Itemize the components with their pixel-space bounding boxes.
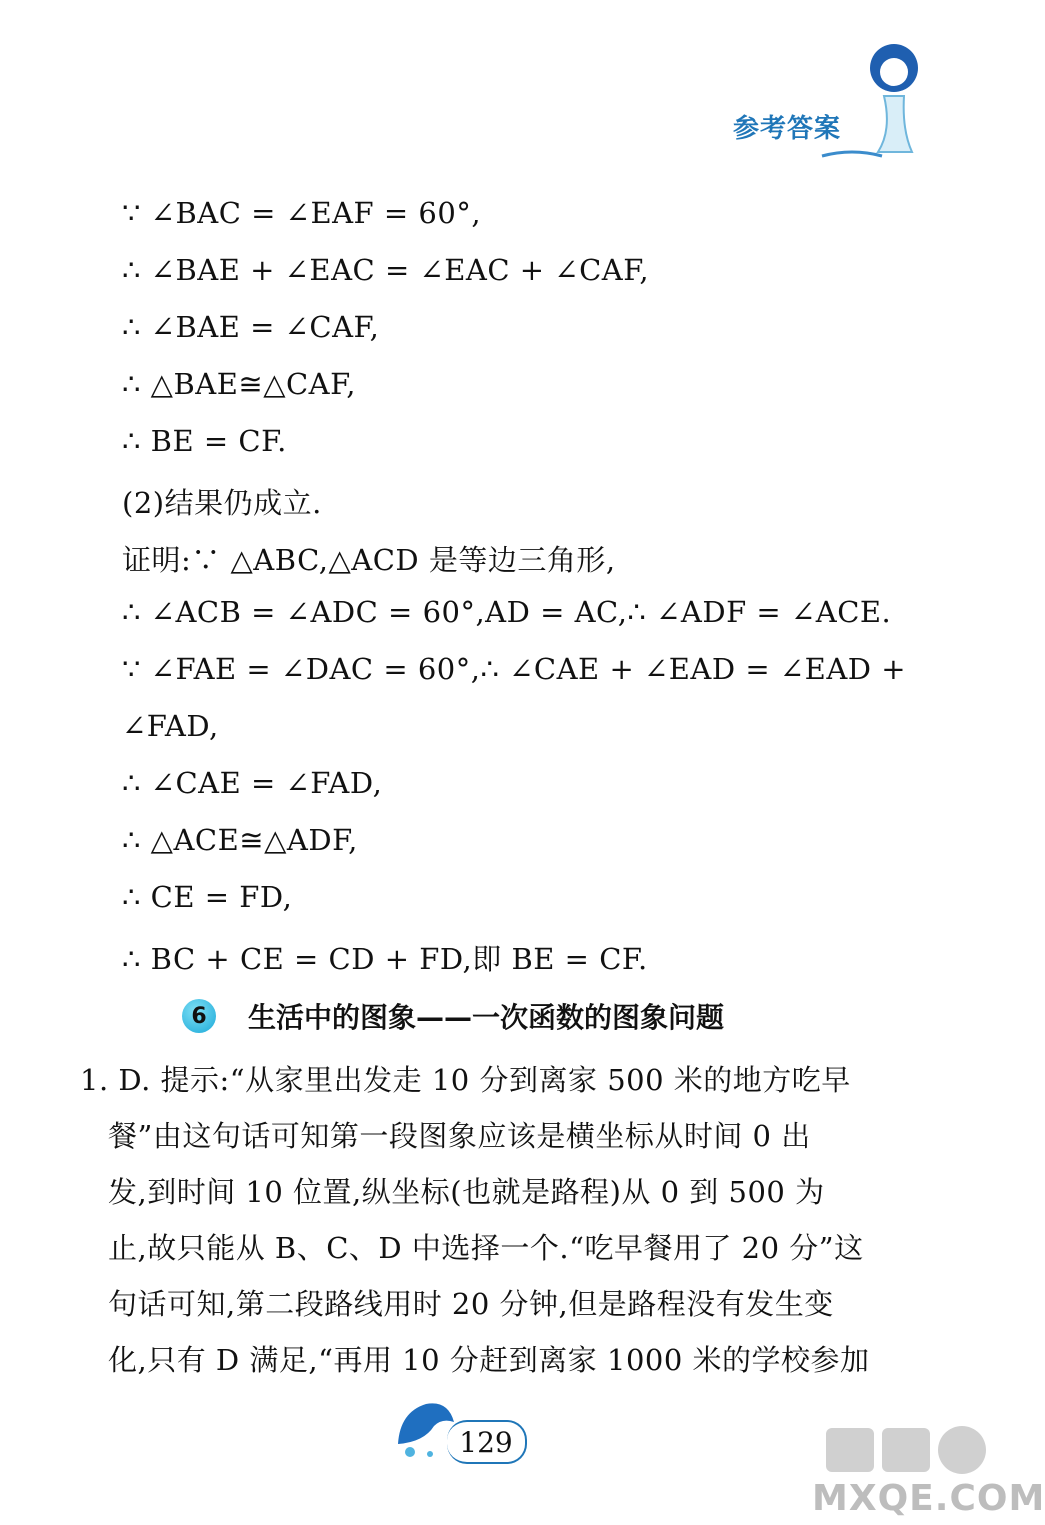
answer-line: 1. D. 提示:“从家里出发走 10 分到离家 500 米的地方吃早 xyxy=(80,1063,851,1097)
proof-line: ∴ CE = FD, xyxy=(122,880,293,914)
proof-line: ∴ ∠BAE + ∠EAC = ∠EAC + ∠CAF, xyxy=(122,253,650,287)
proof-line: (2)结果仍成立. xyxy=(122,486,322,520)
answer-line: 句话可知,第二段路线用时 20 分钟,但是路程没有发生变 xyxy=(108,1287,834,1321)
answer-line: 化,只有 D 满足,“再用 10 分赶到离家 1000 米的学校参加 xyxy=(108,1343,870,1377)
section-heading xyxy=(182,996,724,1036)
page-number: 129 xyxy=(447,1420,527,1464)
proof-line: ∴ BC + CE = CD + FD,即 BE = CF. xyxy=(122,942,648,976)
proof-line: ∵ ∠BAC = ∠EAF = 60°, xyxy=(122,196,482,230)
answer-line: 餐”由这句话可知第一段图象应该是横坐标从时间 0 出 xyxy=(108,1119,811,1153)
proof-line: ∴ BE = CF. xyxy=(122,424,287,458)
section-number-badge: 6 xyxy=(182,999,216,1033)
proof-line: ∠FAD, xyxy=(122,709,219,743)
proof-line: ∴ △ACE≅△ADF, xyxy=(122,823,358,857)
proof-line: ∵ ∠FAE = ∠DAC = 60°,∴ ∠CAE + ∠EAD = ∠EAD + xyxy=(122,652,907,686)
header-label: 参考答案 xyxy=(733,114,842,144)
proof-line: ∴ ∠CAE = ∠FAD, xyxy=(122,766,383,800)
answer-line: 发,到时间 10 位置,纵坐标(也就是路程)从 0 到 500 为 xyxy=(108,1175,825,1209)
header-girl-illustration xyxy=(812,40,922,169)
proof-line: ∴ △BAE≅△CAF, xyxy=(122,367,356,401)
proof-line: ∴ ∠ACB = ∠ADC = 60°,AD = AC,∴ ∠ADF = ∠ACE. xyxy=(122,595,892,629)
proof-line: ∴ ∠BAE = ∠CAF, xyxy=(122,310,380,344)
proof-line: 证明:∵ △ABC,△ACD 是等边三角形, xyxy=(122,543,616,577)
answer-line: 止,故只能从 B、C、D 中选择一个.“吃早餐用了 20 分”这 xyxy=(108,1231,864,1265)
section-title: 生活中的图象——一次函数的图象问题 xyxy=(248,1001,725,1034)
watermark-text: MXQE.COM xyxy=(812,1478,1045,1519)
